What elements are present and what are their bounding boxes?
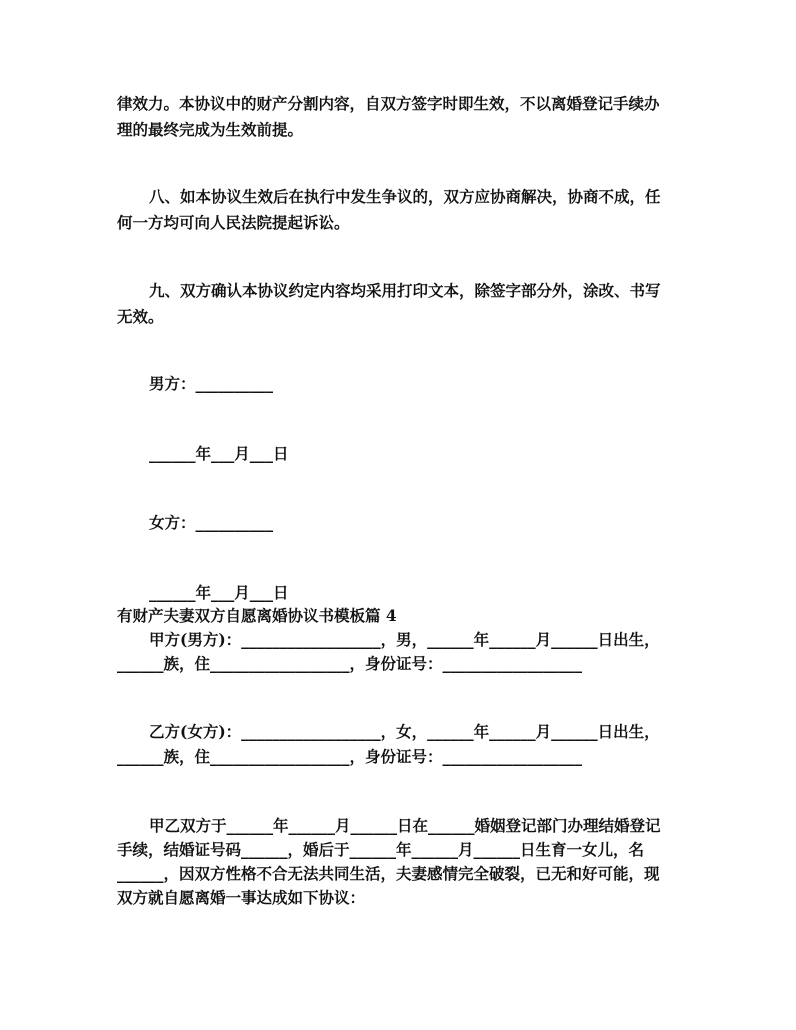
male-signature-line: 男方：__________ [149, 374, 274, 393]
date-line: ______年___月___日 [149, 583, 289, 602]
marriage-info-line: 甲乙双方于______年______月______日在______婚姻登记部门办理结婚登记 [149, 816, 661, 835]
text-line: 无效。 [117, 307, 164, 326]
section-heading: 有财产夫妻双方自愿离婚协议书模板篇 4 [117, 606, 397, 625]
text-line: 何一方均可向人民法院提起诉讼。 [117, 213, 350, 232]
text-line: 律效力。本协议中的财产分割内容，自双方签字时即生效，不以离婚登记手续办 [117, 94, 660, 113]
text-line: ______族，住__________________，身份证号：__________________ [117, 654, 583, 673]
date-line: ______年___月___日 [149, 444, 289, 463]
text-line: 手续，结婚证号码______，婚后于______年______月______日生育一女儿，名 [117, 840, 645, 859]
text-line: ______，因双方性格不合无法共同生活，夫妻感情完全破裂，已无和好可能，现 [117, 864, 660, 883]
clause-9-line: 九、双方确认本协议约定内容均采用打印文本，除签字部分外，涂改、书写 [149, 281, 661, 300]
party-a-line: 甲方(男方)：__________________，男，______年______月______日出生， [149, 630, 660, 649]
party-b-line: 乙方(女方)：__________________，女，______年______月______日出生， [149, 722, 660, 741]
text-line: ______族，住__________________，身份证号：__________________ [117, 747, 583, 766]
text-line: 双方就自愿离婚一事达成如下协议： [117, 888, 366, 907]
text-line: 理的最终完成为生效前提。 [117, 120, 304, 139]
clause-8-line: 八、如本协议生效后在执行中发生争议的，双方应协商解决，协商不成，任 [149, 187, 661, 206]
female-signature-line: 女方：__________ [149, 513, 274, 532]
